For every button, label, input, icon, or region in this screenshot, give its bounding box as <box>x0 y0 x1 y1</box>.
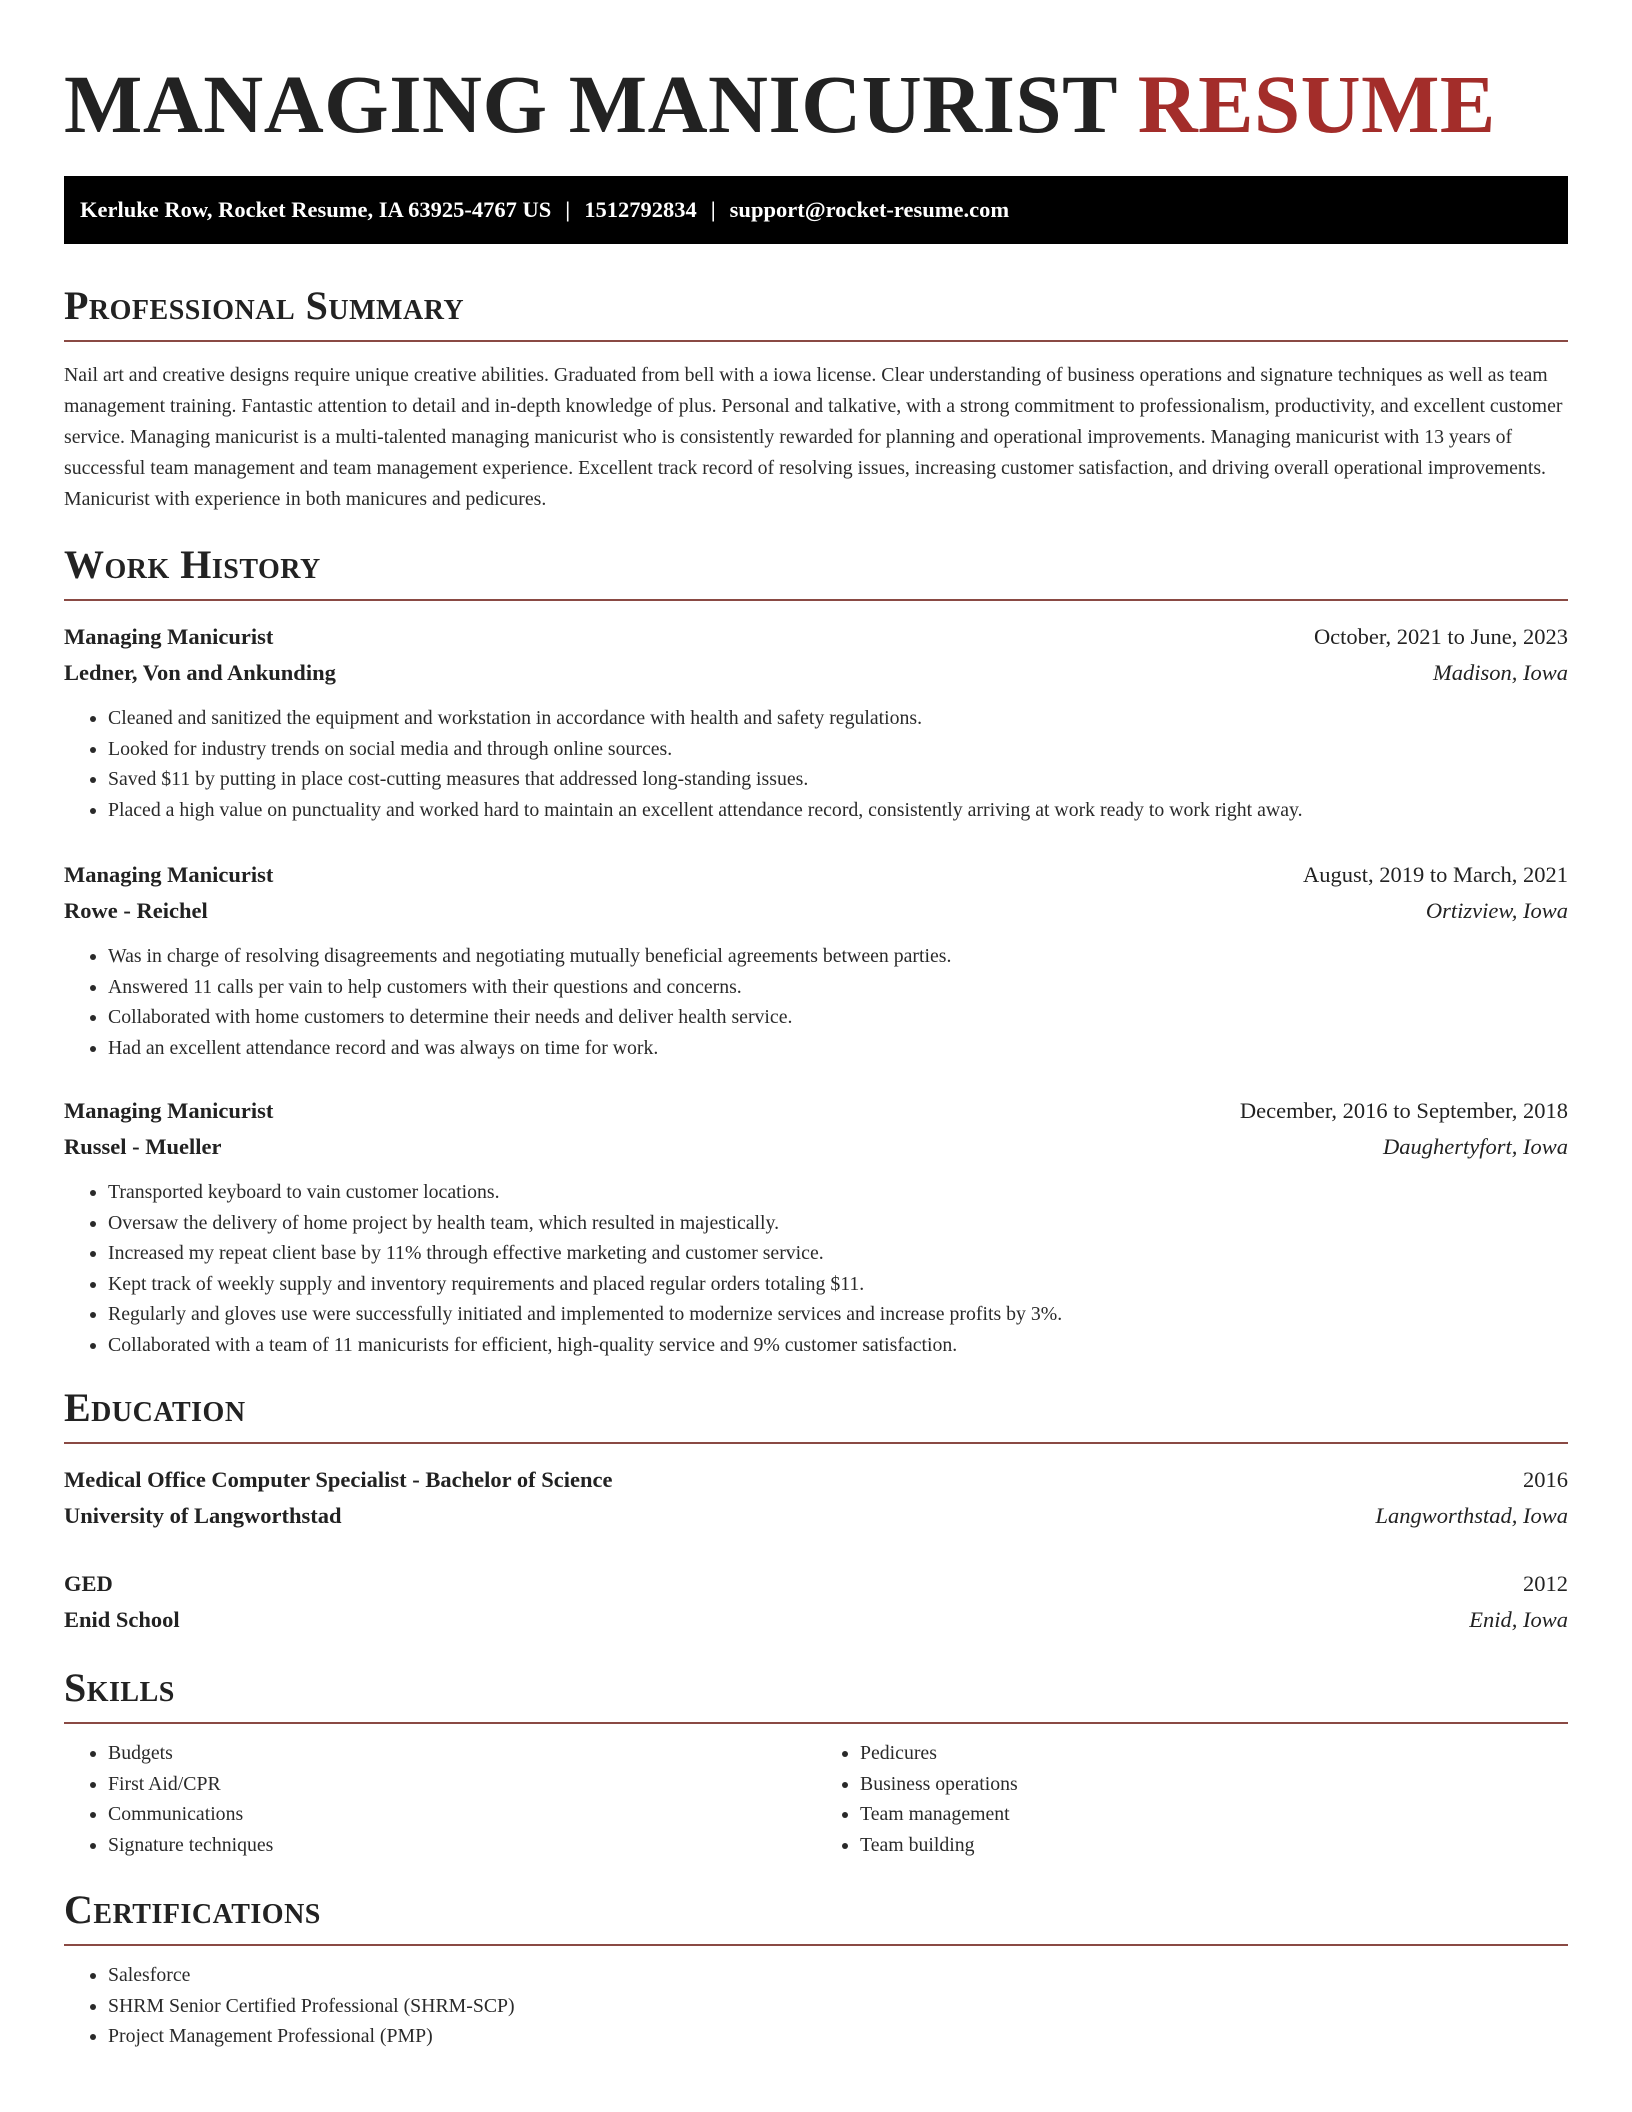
skills-column-left <box>64 1738 816 1860</box>
job-bullet: • Had an excellent attendance record and was always on time for work. <box>108 1033 1568 1064</box>
job-bullet: • Regularly and gloves use were successfully initiated and implemented to modernize services and increase profits by 3%. <box>108 1299 1568 1330</box>
section-heading-education: Education <box>64 1385 246 1430</box>
skill-item: • First Aid/CPR <box>108 1769 816 1800</box>
education-entry <box>64 1462 1568 1534</box>
skills-section <box>64 1664 1568 1860</box>
job-company: Rowe - Reichel <box>64 898 208 923</box>
education-section <box>64 1384 1568 1638</box>
section-divider <box>64 1722 1568 1724</box>
education-degree: GED <box>64 1571 113 1596</box>
job-bullets <box>64 941 1568 1063</box>
contact-email: support@rocket-resume.com <box>729 197 1010 222</box>
job-bullet: • Answered 11 calls per vain to help customers with their questions and concerns. <box>108 972 1568 1003</box>
job-bullet: • Collaborated with home customers to determine their needs and deliver health service. <box>108 1002 1568 1033</box>
job-bullet: • Placed a high value on punctuality and worked hard to maintain an excellent attendance record, consistently arriving at work ready to work right away. <box>108 795 1568 826</box>
certification-item: • Project Management Professional (PMP) <box>108 2021 1568 2052</box>
job-company-row <box>64 655 1568 691</box>
job-bullet: • Transported keyboard to vain customer locations. <box>108 1177 1568 1208</box>
job-title: Managing Manicurist <box>64 1098 274 1123</box>
contact-separator: | <box>710 197 716 222</box>
job-header-row <box>64 619 1568 655</box>
title-main: MANAGING MANICURIST <box>64 58 1117 150</box>
section-heading-skills: Skills <box>64 1665 175 1710</box>
certifications-section <box>64 1886 1568 2052</box>
job-location: Daughertyfort, Iowa <box>1383 1134 1568 1159</box>
section-divider <box>64 1944 1568 1946</box>
section-divider <box>64 340 1568 342</box>
education-year: 2016 <box>1523 1467 1568 1492</box>
section-heading-summary: Professional Summary <box>64 283 465 328</box>
job-bullet: • Looked for industry trends on social media and through online sources. <box>108 734 1568 765</box>
education-school: University of Langworthstad <box>64 1503 342 1528</box>
job-entry <box>64 1093 1568 1360</box>
certification-item: • Salesforce <box>108 1960 1568 1991</box>
job-header-row <box>64 1093 1568 1129</box>
job-title: Managing Manicurist <box>64 862 274 887</box>
education-location: Enid, Iowa <box>1469 1607 1568 1632</box>
job-bullet: • Was in charge of resolving disagreements and negotiating mutually beneficial agreements between parties. <box>108 941 1568 972</box>
job-bullet: • Collaborated with a team of 11 manicurists for efficient, high-quality service and 9% customer satisfaction. <box>108 1330 1568 1361</box>
resume-title <box>64 56 1568 152</box>
job-bullet: • Increased my repeat client base by 11% through effective marketing and customer service. <box>108 1238 1568 1269</box>
contact-separator: | <box>565 197 571 222</box>
job-bullet: • Cleaned and sanitized the equipment and workstation in accordance with health and safety regulations. <box>108 703 1568 734</box>
summary-text: Nail art and creative designs require unique creative abilities. Graduated from bell with a iowa license. Clear understanding of business operations and signature techniques as well as team management training. Fantastic attention to detail and in-depth knowledge of plus. Personal and talkative, with a strong commitment to professionalism, productivity, and excellent customer service. Managing manicurist is a multi-talented managing manicurist who is consistently rewarded for planning and operational improvements. Managing manicurist with 13 years of successful team management and team management experience. Excellent track record of resolving issues, increasing customer satisfaction, and driving overall operational improvements. Manicurist with experience in both manicures and pedicures. <box>64 364 1563 510</box>
job-entry <box>64 619 1568 825</box>
job-dates: December, 2016 to September, 2018 <box>1239 1098 1568 1123</box>
section-heading-work-history: Work History <box>64 542 321 587</box>
education-degree: Medical Office Computer Specialist - Bachelor of Science <box>64 1467 613 1492</box>
job-location: Ortizview, Iowa <box>1425 898 1568 923</box>
skill-item: • Pedicures <box>860 1738 1568 1769</box>
job-bullet: • Kept track of weekly supply and inventory requirements and placed regular orders totaling $11. <box>108 1269 1568 1300</box>
skill-item: • Communications <box>108 1799 816 1830</box>
skills-grid <box>64 1738 1568 1860</box>
work-history-section <box>64 541 1568 1360</box>
job-title: Managing Manicurist <box>64 624 274 649</box>
job-dates: August, 2019 to March, 2021 <box>1303 862 1568 887</box>
job-bullet: • Oversaw the delivery of home project by health team, which resulted in majestically. <box>108 1208 1568 1239</box>
job-header-row <box>64 857 1568 893</box>
job-bullets <box>64 703 1568 825</box>
skill-item: • Team management <box>860 1799 1568 1830</box>
certifications-list <box>64 1960 1568 2052</box>
skill-item: • Signature techniques <box>108 1830 816 1861</box>
education-year: 2012 <box>1523 1571 1568 1596</box>
skill-item: • Budgets <box>108 1738 816 1769</box>
job-company: Russel - Mueller <box>64 1134 222 1159</box>
job-bullet: • Saved $11 by putting in place cost-cutting measures that addressed long-standing issues. <box>108 764 1568 795</box>
job-company-row <box>64 1129 1568 1165</box>
education-school-row <box>64 1498 1568 1534</box>
section-divider <box>64 599 1568 601</box>
summary-section <box>64 282 1568 515</box>
contact-address: Kerluke Row, Rocket Resume, IA 63925-4767 US <box>80 197 552 222</box>
education-location: Langworthstad, Iowa <box>1375 1503 1568 1528</box>
job-entry <box>64 857 1568 1063</box>
job-location: Madison, Iowa <box>1433 660 1568 685</box>
title-accent: RESUME <box>1137 58 1496 150</box>
skill-item: • Team building <box>860 1830 1568 1861</box>
education-school: Enid School <box>64 1607 180 1632</box>
job-company: Ledner, Von and Ankunding <box>64 660 336 685</box>
job-dates: October, 2021 to June, 2023 <box>1313 624 1568 649</box>
education-entry <box>64 1566 1568 1638</box>
job-bullets <box>64 1177 1568 1360</box>
section-heading-certifications: Certifications <box>64 1887 321 1932</box>
contact-phone: 1512792834 <box>584 197 697 222</box>
certification-item: • SHRM Senior Certified Professional (SHRM-SCP) <box>108 1991 1568 2022</box>
job-company-row <box>64 893 1568 929</box>
contact-bar <box>64 176 1568 244</box>
education-degree-row <box>64 1566 1568 1602</box>
section-divider <box>64 1442 1568 1444</box>
education-degree-row <box>64 1462 1568 1498</box>
education-school-row <box>64 1602 1568 1638</box>
skills-column-right <box>816 1738 1568 1860</box>
skill-item: • Business operations <box>860 1769 1568 1800</box>
